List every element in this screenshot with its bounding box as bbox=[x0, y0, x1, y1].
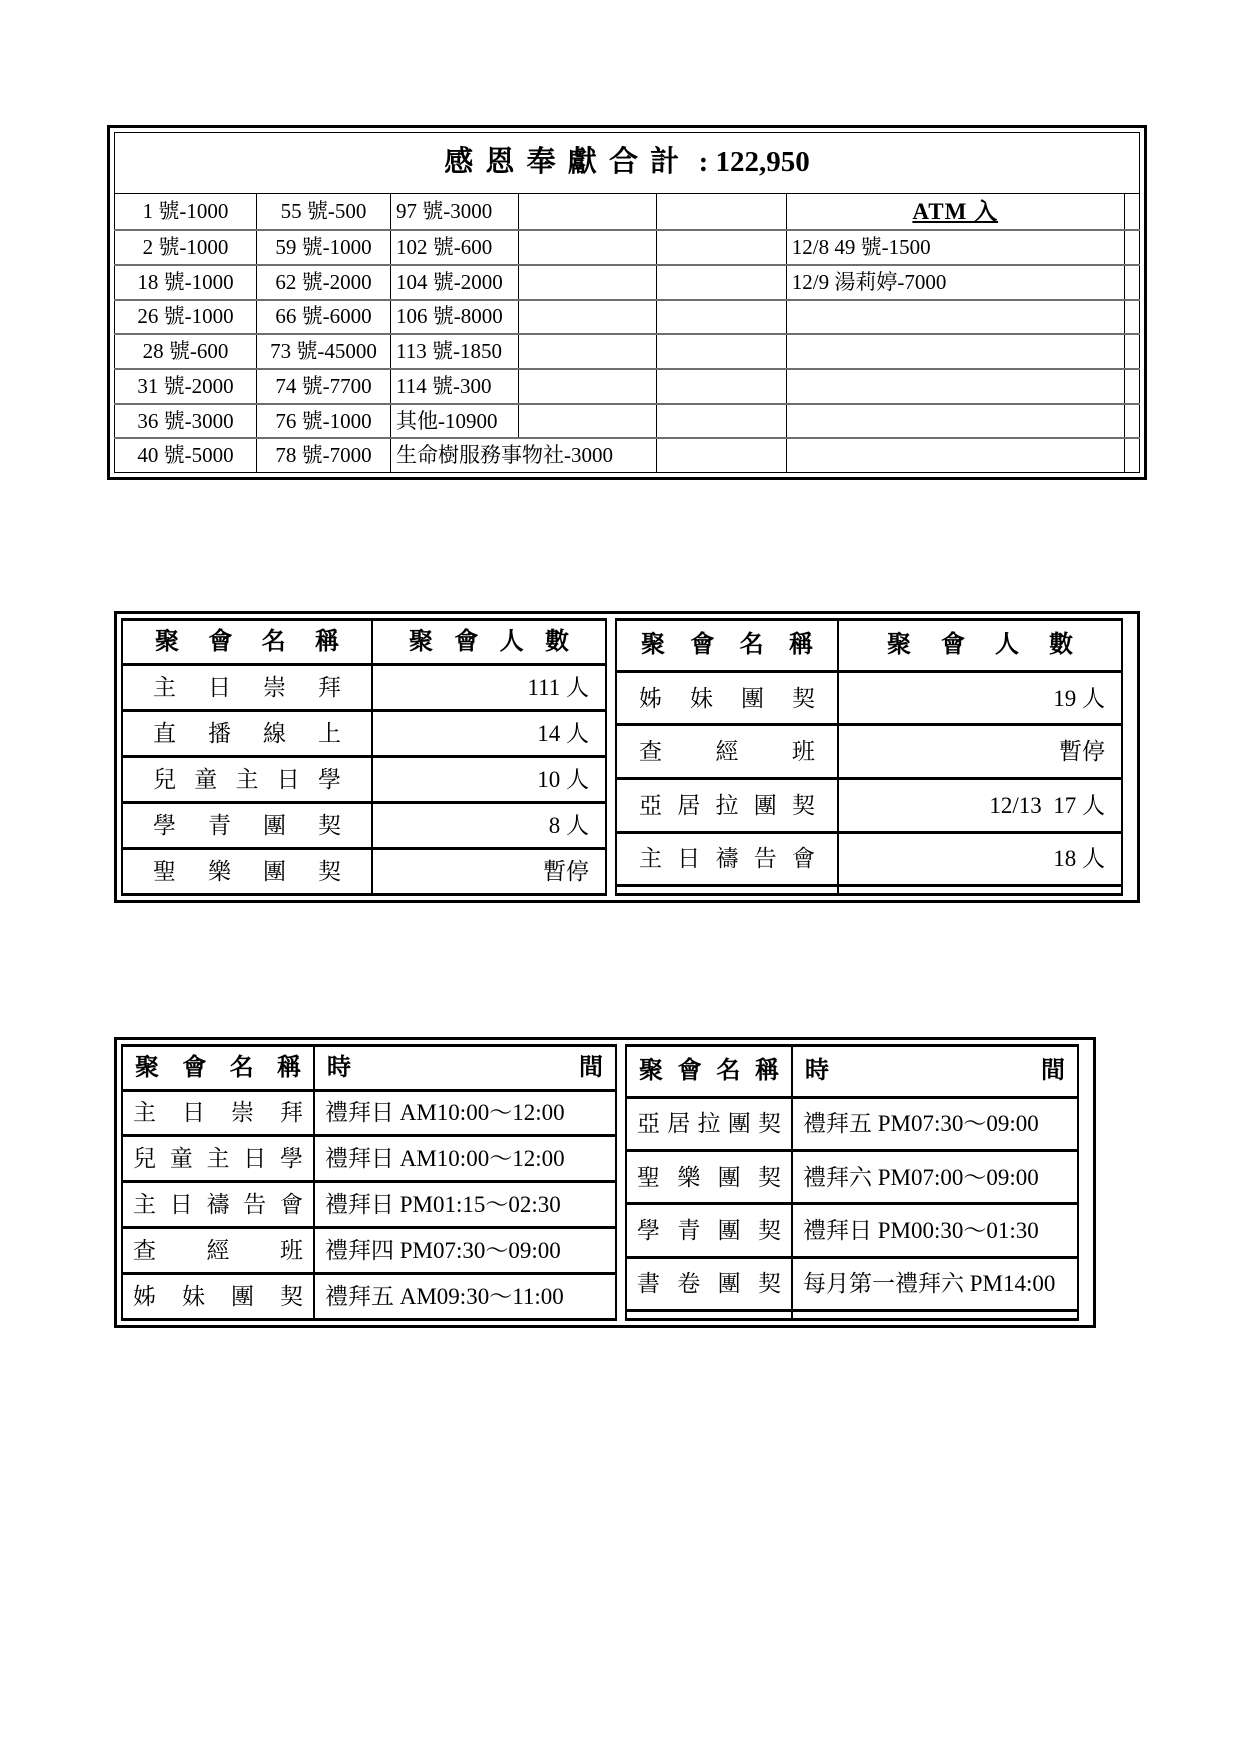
meeting-time bbox=[792, 1311, 1078, 1320]
offering-cell bbox=[656, 300, 786, 335]
offering-cell: 114 號-300 bbox=[391, 369, 519, 404]
spacer-cell bbox=[1124, 265, 1139, 300]
meeting-name: 兒童主日學 bbox=[122, 756, 372, 802]
attendance-row bbox=[122, 710, 606, 756]
meeting-time: 每月第一禮拜六 PM14:00 bbox=[792, 1257, 1078, 1310]
meeting-count: 10 人 bbox=[372, 756, 606, 802]
meeting-name-header: 聚會名稱 bbox=[616, 620, 838, 672]
offering-cell: 76 號-1000 bbox=[257, 404, 391, 439]
offering-cell: 生命樹服務事物社-3000 bbox=[391, 438, 657, 472]
offering-cell: 102 號-600 bbox=[391, 230, 519, 265]
attendance-table-right bbox=[615, 618, 1123, 896]
meeting-count: 19 人 bbox=[838, 671, 1122, 725]
spacer-cell bbox=[1124, 334, 1139, 369]
meeting-time: 禮拜日 PM01:15～02:30 bbox=[314, 1182, 616, 1228]
meeting-name: 主日崇拜 bbox=[122, 664, 372, 710]
meeting-name: 主日禱告會 bbox=[616, 832, 838, 886]
meeting-name: 兒童主日學 bbox=[122, 1136, 314, 1182]
attendance-header-row bbox=[616, 620, 1122, 672]
offering-row bbox=[115, 369, 1140, 404]
offering-cell bbox=[656, 438, 786, 472]
meeting-time: 禮拜五 PM07:30～09:00 bbox=[792, 1097, 1078, 1150]
meeting-name: 主日崇拜 bbox=[122, 1090, 314, 1136]
offering-cell: 113 號-1850 bbox=[391, 334, 519, 369]
offering-cell bbox=[656, 369, 786, 404]
attendance-row bbox=[616, 886, 1122, 895]
meeting-name: 學青團契 bbox=[626, 1204, 792, 1257]
schedule-row bbox=[122, 1274, 616, 1320]
offering-cell: 59 號-1000 bbox=[257, 230, 391, 265]
offering-cell bbox=[656, 404, 786, 439]
offering-cell bbox=[656, 230, 786, 265]
offering-cell: 40 號-5000 bbox=[115, 438, 257, 472]
spacer-cell bbox=[1124, 300, 1139, 335]
meeting-name: 直播線上 bbox=[122, 710, 372, 756]
atm-entry-cell bbox=[786, 404, 1124, 439]
meeting-time: 禮拜四 PM07:30～09:00 bbox=[314, 1228, 616, 1274]
atm-entry-cell bbox=[786, 369, 1124, 404]
meeting-time: 禮拜日 AM10:00～12:00 bbox=[314, 1090, 616, 1136]
spacer-cell bbox=[1124, 404, 1139, 439]
offering-cell: 62 號-2000 bbox=[257, 265, 391, 300]
spacer-cell bbox=[1124, 369, 1139, 404]
attendance-row bbox=[616, 671, 1122, 725]
offering-cell: 28 號-600 bbox=[115, 334, 257, 369]
atm-entry-cell: 12/8 49 號-1500 bbox=[786, 230, 1124, 265]
offering-cell: 36 號-3000 bbox=[115, 404, 257, 439]
atm-entry-cell bbox=[786, 438, 1124, 472]
spacer-cell bbox=[1124, 230, 1139, 265]
spacer-cell bbox=[1124, 194, 1139, 231]
meeting-time: 禮拜日 PM00:30～01:30 bbox=[792, 1204, 1078, 1257]
offering-cell: 97 號-3000 bbox=[391, 194, 519, 231]
meeting-name: 聖樂團契 bbox=[626, 1151, 792, 1204]
schedule-row bbox=[122, 1136, 616, 1182]
atm-entry-cell bbox=[786, 334, 1124, 369]
attendance-row bbox=[616, 779, 1122, 833]
offering-cell: 78 號-7000 bbox=[257, 438, 391, 472]
attendance-row bbox=[122, 848, 606, 894]
offering-cell: 2 號-1000 bbox=[115, 230, 257, 265]
schedule-row bbox=[626, 1151, 1078, 1204]
schedule-table-right bbox=[625, 1044, 1079, 1321]
meeting-count: 8 人 bbox=[372, 802, 606, 848]
offering-cell bbox=[518, 300, 656, 335]
offering-cell bbox=[518, 230, 656, 265]
offering-cell bbox=[518, 334, 656, 369]
meeting-time: 禮拜日 AM10:00～12:00 bbox=[314, 1136, 616, 1182]
offering-cell: 106 號-8000 bbox=[391, 300, 519, 335]
offering-cell: 31 號-2000 bbox=[115, 369, 257, 404]
offering-title-separator: : bbox=[691, 146, 716, 179]
meeting-count: 暫停 bbox=[838, 725, 1122, 779]
offering-cell: 26 號-1000 bbox=[115, 300, 257, 335]
offering-total-amount: 122,950 bbox=[715, 146, 810, 179]
offering-cell bbox=[518, 404, 656, 439]
offering-cell bbox=[518, 369, 656, 404]
schedule-row bbox=[626, 1097, 1078, 1150]
offering-cell: 74 號-7700 bbox=[257, 369, 391, 404]
meeting-name bbox=[626, 1311, 792, 1320]
offering-row bbox=[115, 300, 1140, 335]
meeting-time: 禮拜六 PM07:00～09:00 bbox=[792, 1151, 1078, 1204]
schedule-row bbox=[122, 1182, 616, 1228]
offering-cell bbox=[656, 334, 786, 369]
offering-cell bbox=[518, 194, 656, 231]
offering-row bbox=[115, 334, 1140, 369]
schedule-table-left bbox=[121, 1044, 617, 1321]
offering-table-frame bbox=[107, 125, 1147, 480]
offering-row bbox=[115, 194, 1140, 231]
schedule-header-row bbox=[626, 1046, 1078, 1098]
spacer-cell bbox=[1124, 438, 1139, 472]
meeting-time-header: 時間 bbox=[792, 1046, 1078, 1098]
meeting-name bbox=[616, 886, 838, 895]
meeting-name: 聖樂團契 bbox=[122, 848, 372, 894]
offering-cell: 55 號-500 bbox=[257, 194, 391, 231]
meeting-name: 查經班 bbox=[616, 725, 838, 779]
offering-title bbox=[115, 133, 1140, 194]
schedule-row bbox=[626, 1311, 1078, 1320]
offering-cell: 104 號-2000 bbox=[391, 265, 519, 300]
offering-cell: 73 號-45000 bbox=[257, 334, 391, 369]
meeting-name: 亞居拉團契 bbox=[626, 1097, 792, 1150]
offering-cell bbox=[656, 265, 786, 300]
attendance-row bbox=[616, 725, 1122, 779]
schedule-header-row bbox=[122, 1046, 616, 1091]
offering-cell: 1 號-1000 bbox=[115, 194, 257, 231]
meeting-count: 暫停 bbox=[372, 848, 606, 894]
attendance-row bbox=[616, 832, 1122, 886]
offering-cell bbox=[518, 265, 656, 300]
meeting-name: 姊妹團契 bbox=[616, 671, 838, 725]
schedule-row bbox=[626, 1204, 1078, 1257]
meeting-count: 111 人 bbox=[372, 664, 606, 710]
meeting-time: 禮拜五 AM09:30～11:00 bbox=[314, 1274, 616, 1320]
meeting-name: 亞居拉團契 bbox=[616, 779, 838, 833]
meeting-count: 12/13 17 人 bbox=[838, 779, 1122, 833]
meeting-name: 書卷團契 bbox=[626, 1257, 792, 1310]
attendance-row bbox=[122, 756, 606, 802]
meeting-count bbox=[838, 886, 1122, 895]
atm-entry-cell bbox=[786, 300, 1124, 335]
offering-title-row bbox=[115, 133, 1140, 194]
offering-row bbox=[115, 404, 1140, 439]
meeting-time-header: 時間 bbox=[314, 1046, 616, 1091]
meeting-name-header: 聚會名稱 bbox=[626, 1046, 792, 1098]
offering-row bbox=[115, 265, 1140, 300]
offering-table bbox=[114, 132, 1140, 473]
attendance-tables-frame bbox=[114, 611, 1140, 903]
meeting-count: 18 人 bbox=[838, 832, 1122, 886]
meeting-count: 14 人 bbox=[372, 710, 606, 756]
attendance-row bbox=[122, 802, 606, 848]
meeting-name-header: 聚會名稱 bbox=[122, 1046, 314, 1091]
meeting-count-header: 聚會人數 bbox=[372, 620, 606, 665]
atm-in-label: ATM 入 bbox=[912, 199, 999, 225]
atm-entry-cell: 12/9 湯莉婷-7000 bbox=[786, 265, 1124, 300]
offering-cell bbox=[656, 194, 786, 231]
meeting-count-header: 聚會人數 bbox=[838, 620, 1122, 672]
atm-in-header-cell bbox=[786, 194, 1124, 231]
attendance-table-left bbox=[121, 618, 607, 896]
offering-cell: 其他-10900 bbox=[391, 404, 519, 439]
schedule-row bbox=[626, 1257, 1078, 1310]
meeting-name-header: 聚會名稱 bbox=[122, 620, 372, 665]
offering-title-text: 感恩奉獻合計 bbox=[444, 146, 692, 179]
meeting-name: 學青團契 bbox=[122, 802, 372, 848]
meeting-name: 主日禱告會 bbox=[122, 1182, 314, 1228]
schedule-row bbox=[122, 1228, 616, 1274]
offering-row bbox=[115, 438, 1140, 472]
attendance-row bbox=[122, 664, 606, 710]
meeting-name: 姊妹團契 bbox=[122, 1274, 314, 1320]
schedule-tables-frame bbox=[114, 1037, 1096, 1328]
attendance-header-row bbox=[122, 620, 606, 665]
schedule-row bbox=[122, 1090, 616, 1136]
offering-cell: 66 號-6000 bbox=[257, 300, 391, 335]
offering-cell: 18 號-1000 bbox=[115, 265, 257, 300]
offering-row bbox=[115, 230, 1140, 265]
meeting-name: 查經班 bbox=[122, 1228, 314, 1274]
